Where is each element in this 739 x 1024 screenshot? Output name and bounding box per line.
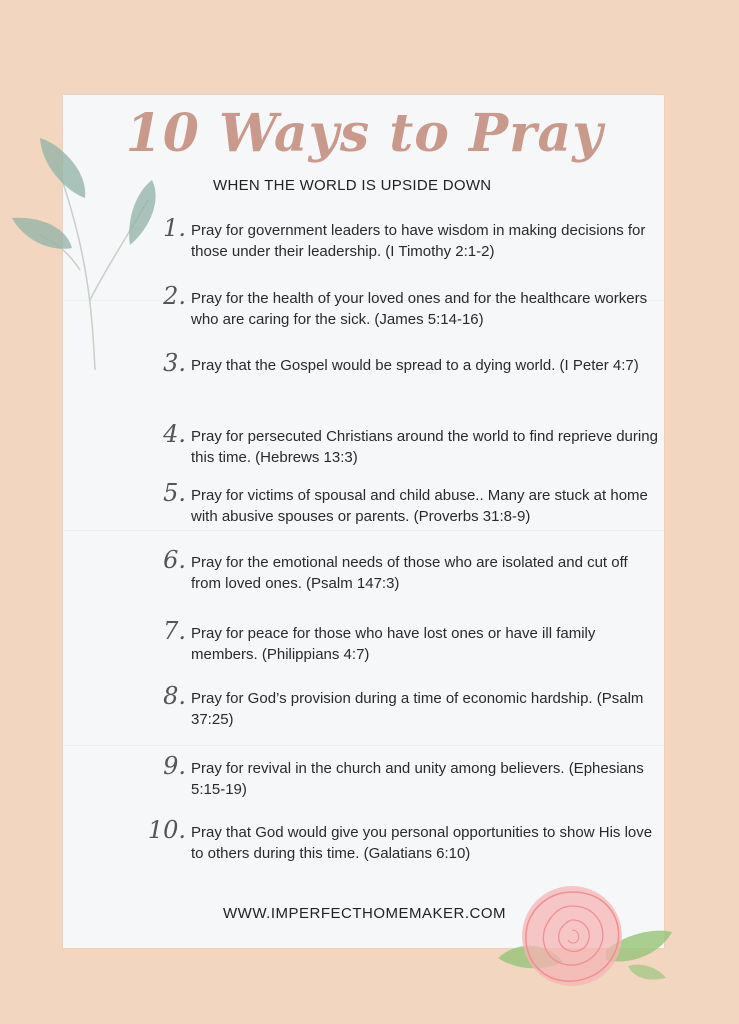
item-number: 5. [163,479,186,507]
item-number: 3. [163,349,186,377]
item-text: Pray for the emotional needs of those who are isolated and cut off from loved ones. (Psalm 147:3) [191,554,628,592]
item-text: Pray that God would give you personal opportunities to show His love to others during this time. (Galatians 6:10) [191,824,653,862]
item-number: 4. [163,420,186,448]
item-number: 10. [147,816,186,844]
item-number: 8. [163,682,186,710]
page-subtitle: WHEN THE WORLD IS UPSIDE DOWN [213,177,492,194]
item-text: Pray for government leaders to have wisdom in making decisions for those under their leadership. (I Timothy 2:1-2) [191,222,646,260]
item-text: Pray that the Gospel would be spread to a dying world. (I Peter 4:7) [191,357,639,374]
website-url: WWW.IMPERFECTHOMEMAKER.COM [223,905,506,922]
paper-crease [63,745,664,746]
item-number: 9. [163,752,186,780]
item-text: Pray for revival in the church and unity among believers. (Ephesians 5:15-19) [191,760,644,798]
item-text: Pray for the health of your loved ones and for the healthcare workers who are caring for the sick. (James 5:14-16) [191,290,648,328]
item-text: Pray for God’s provision during a time of economic hardship. (Psalm 37:25) [191,690,644,728]
item-number: 6. [163,546,186,574]
rose-flower-icon [488,870,678,1020]
paper-crease [63,530,664,531]
page-title: 10 Ways to Pray [125,103,604,164]
item-text: Pray for victims of spousal and child abuse.. Many are stuck at home with abusive spouses or parents. (Proverbs 31:8-9) [191,487,648,525]
item-number: 2. [163,282,186,310]
item-text: Pray for peace for those who have lost ones or have ill family members. (Philippians 4:7) [191,625,596,663]
item-text: Pray for persecuted Christians around the world to find reprieve during this time. (Hebrews 13:3) [191,428,658,466]
item-number: 1. [163,214,186,242]
item-number: 7. [163,617,186,645]
